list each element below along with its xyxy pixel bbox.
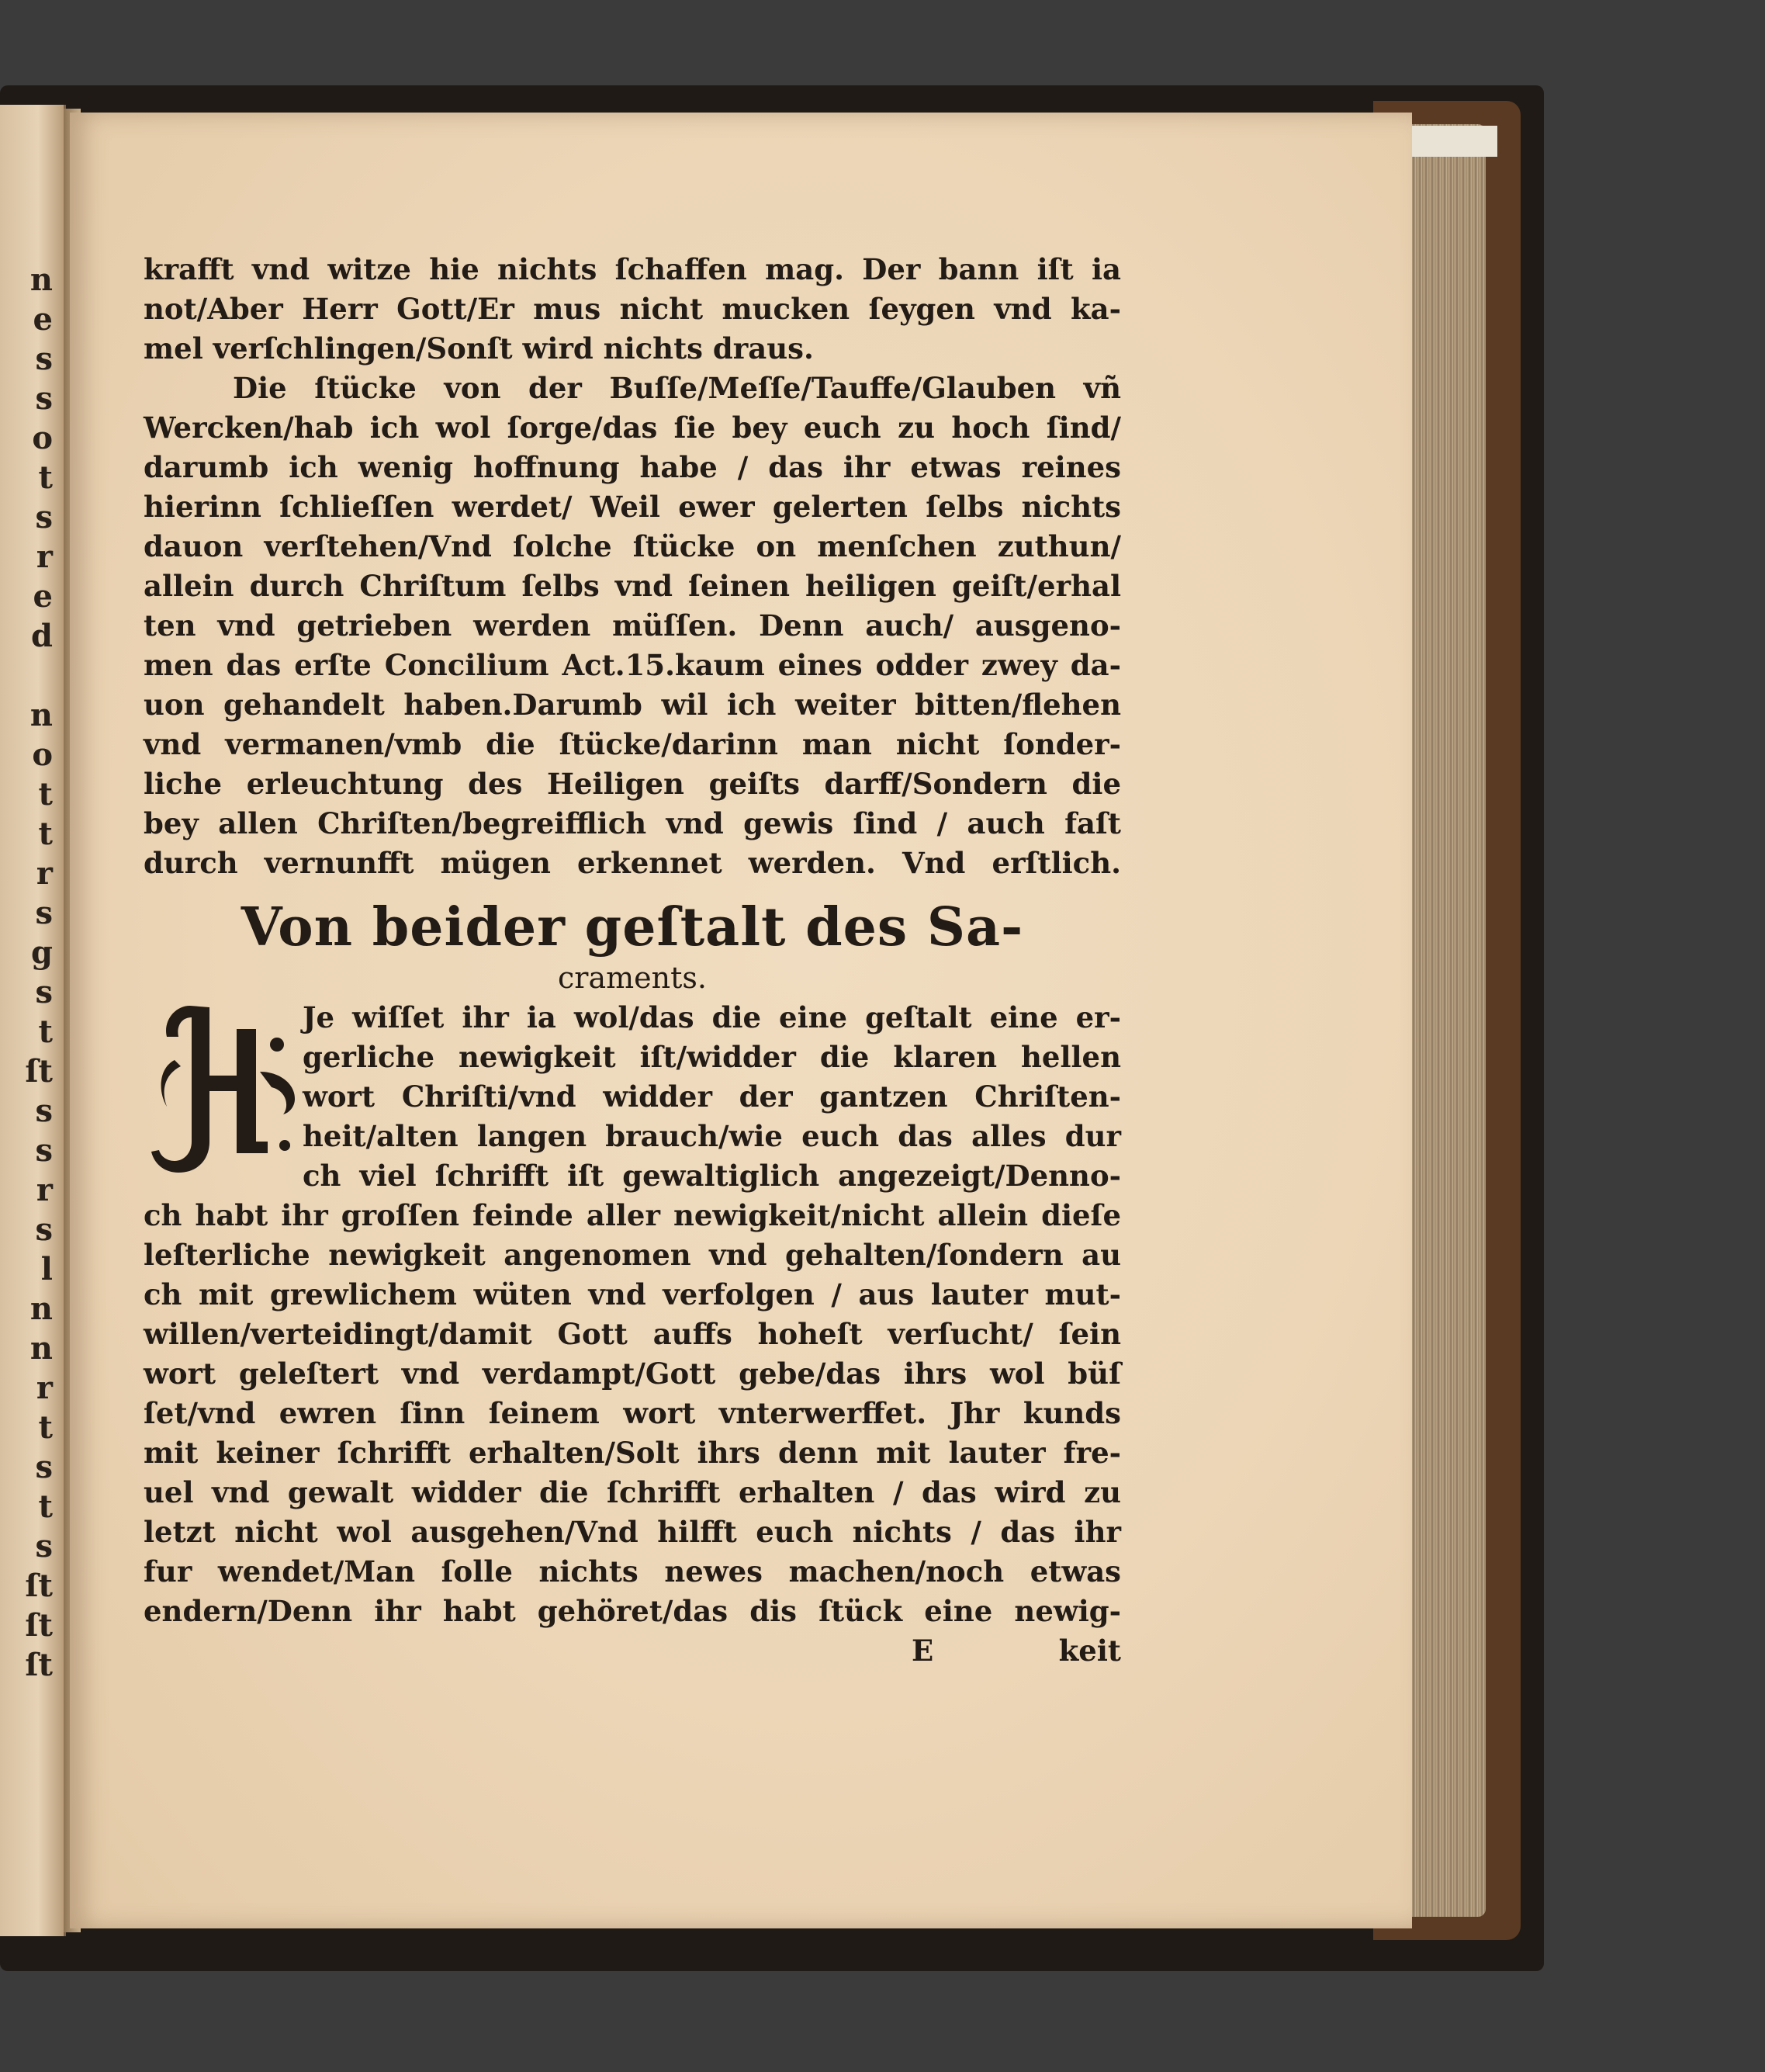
section-heading-continued: craments. — [558, 961, 707, 995]
left-page — [0, 105, 66, 1936]
text-line: uel vnd gewalt widder die ſchrifft erhalten / das wird zu — [144, 1475, 1121, 1509]
left-page-fragment — [5, 656, 59, 695]
text-line: ſet/vnd ewren ſinn ſeinem wort vnterwerffet. Jhr kunds — [144, 1396, 1121, 1430]
left-page-fragment: n — [29, 697, 53, 733]
text-line: Wercken/hab ich wol ſorge/das ſie bey euch zu hoch ſind/ — [144, 411, 1121, 445]
text-line: heit/alten langen brauch/wie euch das alles dur — [303, 1119, 1121, 1153]
left-page-fragment: t — [38, 1013, 53, 1050]
text-line: vnd vermanen/vmb die ſtücke/darinn man nicht ſonder‑ — [144, 727, 1121, 761]
text-block — [144, 250, 1121, 1671]
text-line: durch vernunfft mügen erkennet werden. Vnd erſtlich. — [144, 846, 1121, 880]
text-line: dauon verſtehen/Vnd ſolche ſtücke on menſchen zuthun/ — [144, 529, 1121, 563]
decorated-initial-h-icon — [144, 998, 299, 1176]
text-line: ch habt ihr groſſen feinde aller newigkeit/nicht allein dieſe — [144, 1198, 1121, 1232]
paragraph-2 — [144, 369, 1121, 883]
left-page-fragment: r — [36, 855, 53, 892]
left-page-fragment: s — [35, 1093, 53, 1129]
page-footer-line — [144, 1631, 1121, 1671]
text-line: ch viel ſchrifft iſt gewaltiglich angezeigt/Denno‑ — [303, 1159, 1121, 1193]
text-line: ten vnd getrieben werden müſſen. Denn auch/ ausgeno‑ — [144, 608, 1121, 643]
text-line: liche erleuchtung des Heiligen geiſts darff/Sondern die — [144, 767, 1121, 801]
text-line: gerliche newigkeit iſt/widder die klaren hellen — [303, 1040, 1121, 1074]
left-page-fragment: n — [29, 262, 53, 298]
left-page-fragment: t — [38, 1409, 53, 1446]
text-line: wort geleſtert vnd verdampt/Gott gebe/das ihrs wol büſ — [144, 1357, 1121, 1391]
text-line: men das erſte Concilium Act.15.kaum eines odder zwey da‑ — [144, 648, 1121, 682]
text-line: leſterliche newigkeit angenomen vnd gehalten/ſondern au — [144, 1238, 1121, 1272]
left-page-fragment: r — [36, 1172, 53, 1208]
left-page-fragment: t — [38, 459, 53, 496]
left-page-fragment: ſt — [25, 1053, 53, 1090]
text-line: bey allen Chriſten/begreifflich vnd gewis ſind / auch faſt — [144, 806, 1121, 840]
left-page-fragment: s — [35, 1132, 53, 1169]
drop-cap-block — [144, 998, 1121, 1196]
text-line: fur wendet/Man ſolle nichts newes machen/noch etwas — [144, 1554, 1121, 1589]
text-line: willen/verteidingt/damit Gott auffs hoheſt verſucht/ ſein — [144, 1317, 1121, 1351]
left-page-fragment: r — [36, 1370, 53, 1406]
text-line: allein durch Chriſtum ſelbs vnd ſeinen heiligen geiſt/erhal — [144, 569, 1121, 603]
left-page-fragment: r — [36, 539, 53, 575]
text-line: hierinn ſchlieſſen werdet/ Weil ewer gelerten ſelbs nichts — [144, 490, 1121, 524]
left-page-fragment: t — [38, 776, 53, 813]
text-line: not/Aber Herr Gott/Er mus nicht mucken ſeygen vnd ka‑ — [144, 292, 1121, 326]
left-page-fragment: n — [29, 1330, 53, 1367]
left-page-fragment: t — [38, 1488, 53, 1525]
text-line: darumb ich wenig hoffnung habe / das ihr etwas reines — [144, 450, 1121, 484]
text-line: krafft vnd witze hie nichts ſchaffen mag. Der bann iſt ia — [144, 252, 1121, 286]
left-page-fragment: s — [35, 341, 53, 377]
left-page-fragment: ſt — [25, 1647, 53, 1683]
left-page-fragment: n — [29, 1291, 53, 1327]
left-page-fragment: s — [35, 499, 53, 535]
left-page-fragment: ſt — [25, 1568, 53, 1604]
text-line: uon gehandelt haben.Darumb wil ich weiter bitten/flehen — [144, 688, 1121, 722]
left-page-fragments — [5, 260, 59, 1685]
left-page-fragment: l — [40, 1251, 53, 1287]
paragraph-1 — [144, 250, 1121, 369]
text-line: wort Chriſti/vnd widder der gantzen Chriſten‑ — [303, 1079, 1121, 1114]
text-line: mit keiner ſchrifft erhalten/Solt ihrs denn mit lauter fre‑ — [144, 1436, 1121, 1470]
section-heading: Von beider geſtalt des Sa‑ — [241, 896, 1024, 958]
text-line: endern/Denn ihr habt gehöret/das dis ſtück eine newig‑ — [144, 1594, 1121, 1628]
left-page-fragment: g — [31, 934, 53, 971]
left-page-fragment: s — [35, 974, 53, 1010]
left-page-fragment: o — [32, 420, 53, 456]
left-page-fragment: e — [33, 301, 53, 338]
left-page-fragment: o — [32, 736, 53, 773]
catchword: keit — [1058, 1634, 1121, 1668]
left-page-fragment: s — [35, 895, 53, 931]
left-page-fragment: s — [35, 1449, 53, 1485]
left-page-fragment: s — [35, 1528, 53, 1564]
left-page-fragment: s — [35, 380, 53, 417]
left-page-fragment: s — [35, 1211, 53, 1248]
left-page-fragment: e — [33, 578, 53, 615]
text-line: mel verſchlingen/Sonſt wird nichts draus. — [144, 331, 814, 366]
left-page-fragment: t — [38, 816, 53, 852]
text-line: letzt nicht wol ausgehen/Vnd hilfft euch nichts / das ihr — [144, 1515, 1121, 1549]
left-page-fragment: ſt — [25, 1607, 53, 1644]
signature-mark: E — [912, 1634, 934, 1668]
text-line: Die ſtücke von der Buſſe/Meſſe/Tauffe/Glauben vñ — [233, 371, 1121, 405]
paragraph-3 — [144, 1196, 1121, 1631]
left-page-fragment: d — [31, 618, 53, 654]
text-line: ch mit grewlichem wüten vnd verfolgen / aus lauter mut‑ — [144, 1277, 1121, 1311]
text-line: Je wiſſet ihr ia wol/das die eine geſtalt eine er‑ — [303, 1000, 1121, 1034]
